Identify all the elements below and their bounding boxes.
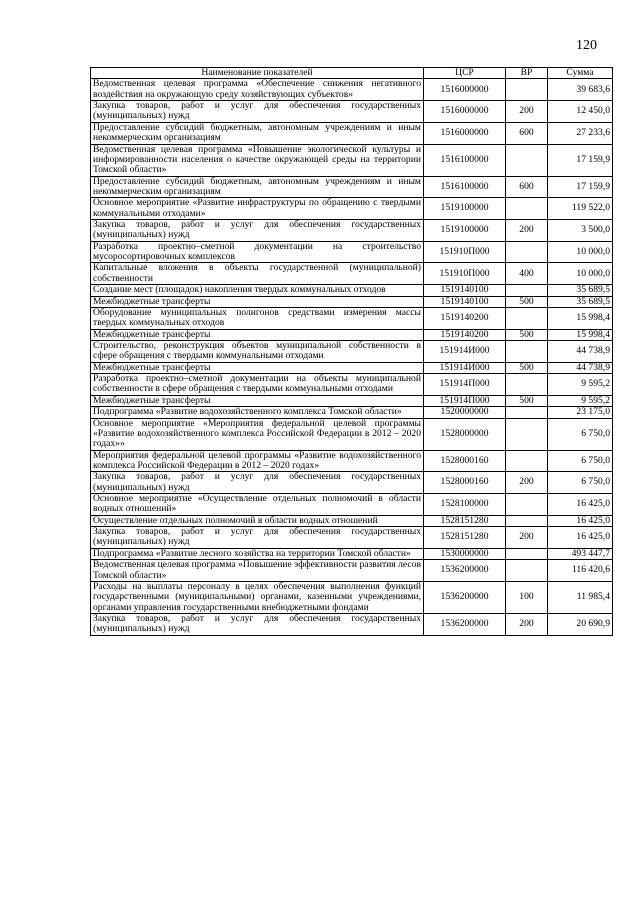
- vr-cell: 400: [506, 263, 548, 285]
- name-cell: Закупка товаров, работ и услуг для обеспечения государственных (муниципальных) нужд: [91, 613, 424, 635]
- page-number: 120: [576, 38, 597, 53]
- sum-cell: 9 595,2: [548, 395, 613, 406]
- sum-cell: 3 500,0: [548, 220, 613, 242]
- sum-cell: 15 998,4: [548, 307, 613, 329]
- name-cell: Расходы на выплаты персоналу в целях обеспечения выполнения функций государственными (муниципальными) органами, казенными учреждениями, органами управления государственными внебюджетными фондами: [91, 581, 424, 613]
- name-cell: Разработка проектно–сметной документации на строительство мусоросортировочных комплексов: [91, 241, 424, 263]
- vr-cell: [506, 515, 548, 526]
- name-cell: Создание мест (площадок) накопления твердых коммунальных отходов: [91, 285, 424, 296]
- name-cell: Закупка товаров, работ и услуг для обеспечения государственных (муниципальных) нужд: [91, 527, 424, 549]
- table-row: [91, 395, 613, 406]
- table-row: [91, 285, 613, 296]
- sum-cell: 11 985,4: [548, 581, 613, 613]
- csr-cell: 1519140100: [424, 285, 506, 296]
- vr-cell: [506, 198, 548, 220]
- csr-cell: 1528151280: [424, 527, 506, 549]
- table-row: [91, 101, 613, 123]
- name-cell: Закупка товаров, работ и услуг для обеспечения государственных (муниципальных) нужд: [91, 472, 424, 494]
- table-row: [91, 329, 613, 340]
- vr-cell: 200: [506, 527, 548, 549]
- vr-cell: [506, 241, 548, 263]
- table-row: [91, 198, 613, 220]
- csr-cell: 1519100000: [424, 220, 506, 242]
- sum-cell: 44 738,9: [548, 362, 613, 373]
- vr-cell: [506, 407, 548, 418]
- csr-cell: 1528000160: [424, 472, 506, 494]
- sum-cell: 35 689,5: [548, 296, 613, 307]
- csr-cell: 151914П000: [424, 395, 506, 406]
- sum-cell: 6 750,0: [548, 418, 613, 450]
- name-cell: Закупка товаров, работ и услуг для обеспечения государственных (муниципальных) нужд: [91, 220, 424, 242]
- csr-cell: 1528151280: [424, 515, 506, 526]
- vr-cell: [506, 307, 548, 329]
- name-cell: Ведомственная целевая программа «Повышение эффективности развития лесов Томской области»: [91, 560, 424, 582]
- vr-cell: [506, 560, 548, 582]
- table-row: [91, 472, 613, 494]
- vr-cell: 200: [506, 472, 548, 494]
- name-cell: Межбюджетные трансферты: [91, 395, 424, 406]
- csr-cell: 1528100000: [424, 494, 506, 516]
- sum-cell: 16 425,0: [548, 494, 613, 516]
- csr-cell: 151910П000: [424, 263, 506, 285]
- sum-cell: 10 000,0: [548, 241, 613, 263]
- csr-cell: 1530000000: [424, 548, 506, 559]
- sum-cell: 116 420,6: [548, 560, 613, 582]
- table-row: [91, 613, 613, 635]
- name-cell: Осуществление отдельных полномочий в области водных отношений: [91, 515, 424, 526]
- table-row: [91, 340, 613, 362]
- vr-cell: 200: [506, 220, 548, 242]
- name-cell: Основное мероприятие «Осуществление отдельных полномочий в области водных отношений»: [91, 494, 424, 516]
- name-cell: Оборудование муниципальных полигонов средствами измерения массы твердых коммунальных отходов: [91, 307, 424, 329]
- name-cell: Межбюджетные трансферты: [91, 296, 424, 307]
- name-cell: Строительство, реконструкция объектов муниципальной собственности в сфере обращения с твердыми коммунальными отходами: [91, 340, 424, 362]
- name-cell: Закупка товаров, работ и услуг для обеспечения государственных (муниципальных) нужд: [91, 101, 424, 123]
- table-body: [91, 79, 613, 635]
- vr-cell: 500: [506, 362, 548, 373]
- sum-cell: 17 159,9: [548, 176, 613, 198]
- vr-cell: [506, 340, 548, 362]
- vr-cell: 100: [506, 581, 548, 613]
- table-row: [91, 418, 613, 450]
- vr-cell: [506, 144, 548, 176]
- vr-cell: 600: [506, 122, 548, 144]
- csr-cell: 1536200000: [424, 560, 506, 582]
- csr-cell: 1519140200: [424, 329, 506, 340]
- vr-cell: 500: [506, 329, 548, 340]
- name-cell: Межбюджетные трансферты: [91, 362, 424, 373]
- table-row: [91, 362, 613, 373]
- csr-cell: 151910П000: [424, 241, 506, 263]
- table-row: [91, 494, 613, 516]
- vr-cell: 600: [506, 176, 548, 198]
- table-row: [91, 374, 613, 396]
- csr-cell: 1516000000: [424, 79, 506, 101]
- table-row: [91, 515, 613, 526]
- name-cell: Межбюджетные трансферты: [91, 329, 424, 340]
- sum-cell: 16 425,0: [548, 527, 613, 549]
- vr-cell: [506, 79, 548, 101]
- table-row: [91, 122, 613, 144]
- sum-cell: 39 683,6: [548, 79, 613, 101]
- sum-cell: 20 690,9: [548, 613, 613, 635]
- table-row: [91, 307, 613, 329]
- table-row: [91, 296, 613, 307]
- name-cell: Подпрограмма «Развитие водохозяйственного комплекса Томской области»: [91, 407, 424, 418]
- csr-cell: 151914И000: [424, 340, 506, 362]
- csr-cell: 1528000160: [424, 450, 506, 472]
- header-csr: ЦСР: [424, 68, 506, 79]
- sum-cell: 12 450,0: [548, 101, 613, 123]
- name-cell: Мероприятия федеральной целевой программы «Развитие водохозяйственного комплекса Российской Федерации в 2012 – 2020 годах»: [91, 450, 424, 472]
- table-row: [91, 548, 613, 559]
- table-row: [91, 450, 613, 472]
- name-cell: Основное мероприятие «Мероприятия федеральной целевой программы «Развитие водохозяйственного комплекса Российской Федерации в 2012 – 2020 годах»»: [91, 418, 424, 450]
- vr-cell: [506, 285, 548, 296]
- vr-cell: [506, 418, 548, 450]
- header-name: Наименование показателей: [91, 68, 424, 79]
- name-cell: Предоставление субсидий бюджетным, автономным учреждениям и иным некоммерческим организациям: [91, 176, 424, 198]
- sum-cell: 6 750,0: [548, 450, 613, 472]
- sum-cell: 44 738,9: [548, 340, 613, 362]
- csr-cell: 1519140200: [424, 307, 506, 329]
- header-sum: Сумма: [548, 68, 613, 79]
- name-cell: Предоставление субсидий бюджетным, автономным учреждениям и иным некоммерческим организациям: [91, 122, 424, 144]
- vr-cell: 500: [506, 395, 548, 406]
- vr-cell: [506, 450, 548, 472]
- table-row: [91, 144, 613, 176]
- csr-cell: 1520000000: [424, 407, 506, 418]
- vr-cell: [506, 494, 548, 516]
- vr-cell: 200: [506, 101, 548, 123]
- sum-cell: 16 425,0: [548, 515, 613, 526]
- sum-cell: 10 000,0: [548, 263, 613, 285]
- sum-cell: 493 447,7: [548, 548, 613, 559]
- table-row: [91, 176, 613, 198]
- csr-cell: 1516100000: [424, 176, 506, 198]
- csr-cell: 1516000000: [424, 101, 506, 123]
- name-cell: Ведомственная целевая программа «Повышение экологической культуры и информированности населения о качестве окружающей среды на территории Томской области»: [91, 144, 424, 176]
- table-row: [91, 79, 613, 101]
- sum-cell: 17 159,9: [548, 144, 613, 176]
- csr-cell: 1536200000: [424, 613, 506, 635]
- budget-table: [90, 67, 613, 636]
- table-row: [91, 241, 613, 263]
- sum-cell: 9 595,2: [548, 374, 613, 396]
- vr-cell: [506, 548, 548, 559]
- header-vr: ВР: [506, 68, 548, 79]
- table-row: [91, 581, 613, 613]
- csr-cell: 151914И000: [424, 362, 506, 373]
- sum-cell: 23 175,0: [548, 407, 613, 418]
- sum-cell: 15 998,4: [548, 329, 613, 340]
- sum-cell: 35 689,5: [548, 285, 613, 296]
- table-row: [91, 527, 613, 549]
- table-row: [91, 263, 613, 285]
- sum-cell: 27 233,6: [548, 122, 613, 144]
- vr-cell: 200: [506, 613, 548, 635]
- csr-cell: 151914П000: [424, 374, 506, 396]
- vr-cell: 500: [506, 296, 548, 307]
- csr-cell: 1516100000: [424, 144, 506, 176]
- sum-cell: 119 522,0: [548, 198, 613, 220]
- name-cell: Ведомственная целевая программа «Обеспечение снижения негативного воздействия на окружающую среду хозяйствующих субъектов»: [91, 79, 424, 101]
- table-header-row: [91, 68, 613, 79]
- vr-cell: [506, 374, 548, 396]
- csr-cell: 1528000000: [424, 418, 506, 450]
- csr-cell: 1519100000: [424, 198, 506, 220]
- name-cell: Разработка проектно–сметной документации на объекты муниципальной собственности в сфере обращения с твердыми коммунальными отходами: [91, 374, 424, 396]
- table-row: [91, 220, 613, 242]
- csr-cell: 1519140100: [424, 296, 506, 307]
- csr-cell: 1536200000: [424, 581, 506, 613]
- sum-cell: 6 750,0: [548, 472, 613, 494]
- table-row: [91, 407, 613, 418]
- csr-cell: 1516000000: [424, 122, 506, 144]
- name-cell: Основное мероприятие «Развитие инфраструктуры по обращению с твердыми коммунальными отходами»: [91, 198, 424, 220]
- name-cell: Капитальные вложения в объекты государственной (муниципальной) собственности: [91, 263, 424, 285]
- name-cell: Подпрограмма «Развитие лесного хозяйства на территории Томской области»: [91, 548, 424, 559]
- table-row: [91, 560, 613, 582]
